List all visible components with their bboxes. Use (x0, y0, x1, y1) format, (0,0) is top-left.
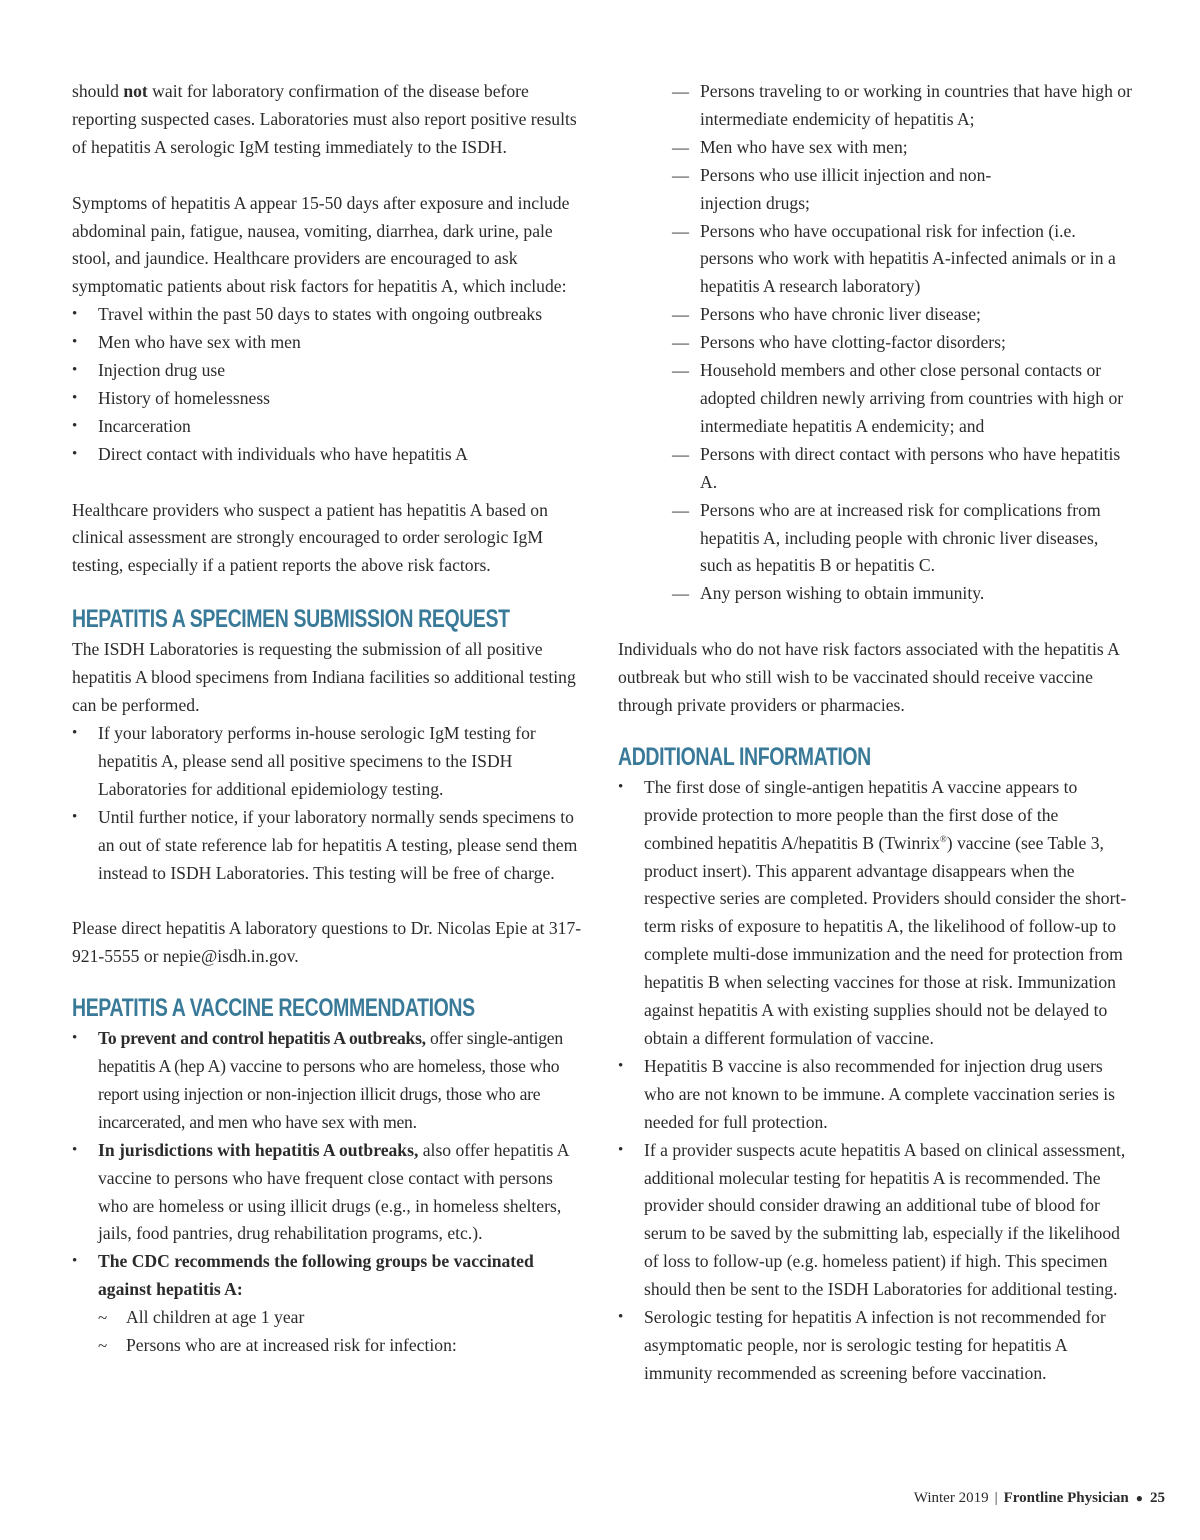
list-item: — Persons with direct contact with persons who have hepatitis A. (672, 441, 1132, 497)
paragraph-contact: Please direct hepatitis A laboratory questions to Dr. Nicolas Epie at 317-921-5555 or nepie@isdh.in.gov. (72, 918, 582, 967)
list-item: • If your laboratory performs in-house serologic IgM testing for hepatitis A, please send all positive specimens to the ISDH Laboratories for additional epidemiology testing. (72, 720, 584, 804)
heading-vaccine-recommendations: HEPATITIS A VACCINE RECOMMENDATIONS (72, 994, 475, 1023)
list-item: • Until further notice, if your laboratory normally sends specimens to an out of state reference lab for hepatitis A testing, please send them instead to ISDH Laboratories. This testing will be free of charge. (72, 804, 584, 888)
right-column (618, 78, 1132, 1388)
specimen-list (72, 720, 584, 887)
bold-lead: In jurisdictions with hepatitis A outbreaks, (98, 1139, 419, 1160)
paragraph-reporting (72, 78, 584, 162)
risk-group-list (672, 78, 1132, 608)
bold-lead: The CDC recommends the following groups be vaccinated against hepatitis A: (98, 1251, 534, 1300)
list-item: • History of homelessness (72, 385, 584, 413)
list-item: — Any person wishing to obtain immunity. (672, 580, 1132, 608)
list-item: • Travel within the past 50 days to states with ongoing outbreaks (72, 301, 584, 329)
text-span: should (72, 81, 124, 101)
text-span: The first dose of single-antigen hepatitis A vaccine appears to provide protection to more people than the first dose of the combined hepatitis A/hepatitis B (Twinrix (644, 776, 1078, 853)
bullet-icon: ● (1135, 1491, 1143, 1505)
text-span: wait for laboratory confirmation of the disease before reporting suspected cases. Laboratories must also report positive results of hepatitis A serologic IgM testing immediately to the ISDH. (72, 81, 577, 157)
list-item: • Hepatitis B vaccine is also recommended for injection drug users who are not known to be immune. A complete vaccination series is needed for full protection. (618, 1053, 1132, 1137)
heading-specimen-submission: HEPATITIS A SPECIMEN SUBMISSION REQUEST (72, 605, 510, 634)
text-span: ) vaccine (see Table 3, product insert). This apparent advantage disappears when the respective series are completed. Providers should consider the short-term risks of exposure to hepatitis A, the likelihood of follow-up to complete multi-dose immunization and the need for protection from hepatitis B when selecting vaccines for those at risk. Immunization against hepatitis A with existing supplies should not be delayed to obtain a different formulation of vaccine. (644, 832, 1127, 1048)
cdc-group-list (98, 1304, 584, 1360)
list-item: — Men who have sex with men; (672, 134, 1132, 162)
footer-separator: | (994, 1490, 998, 1506)
paragraph-specimen: The ISDH Laboratories is requesting the submission of all positive hepatitis A blood specimens from Indiana facilities so additional testing can be performed. (72, 639, 576, 716)
left-column (72, 78, 584, 1360)
risk-factor-list (72, 301, 584, 468)
page-number: 25 (1150, 1490, 1165, 1506)
list-item (72, 1025, 584, 1137)
list-item: • If a provider suspects acute hepatitis A based on clinical assessment, additional molecular testing for hepatitis A is recommended. The provider should consider drawing an additional tube of blood for serum to be saved by the submitting lab, especially if the likelihood of loss to follow-up (e.g. homeless patient) if high. This specimen should then be sent to the ISDH Laboratories for additional testing. (618, 1137, 1132, 1304)
list-item (72, 1248, 584, 1360)
list-item: • Serologic testing for hepatitis A infection is not recommended for asymptomatic people, nor is serologic testing for hepatitis A immunity recommended as screening before vaccination. (618, 1304, 1132, 1388)
list-item: • Incarceration (72, 413, 584, 441)
page-footer (914, 1490, 1165, 1507)
paragraph-serologic: Healthcare providers who suspect a patient has hepatitis A based on clinical assessment are strongly encouraged to order serologic IgM testing, especially if a patient reports the above risk factors. (72, 499, 548, 576)
bold-lead: To prevent and control hepatitis A outbreaks, (98, 1028, 426, 1049)
paragraph-private-providers: Individuals who do not have risk factors associated with the hepatitis A outbreak but who still wish to be vaccinated should receive vaccine through private providers or pharmacies. (618, 639, 1119, 715)
vaccine-list (72, 1025, 584, 1360)
list-item: • Injection drug use (72, 357, 584, 385)
text-span: also offer hepatitis A vaccine to persons who have frequent close contact with persons who are homeless or using illicit drugs (e.g., in homeless shelters, jails, food pantries, drug rehabilitation programs, etc.). (98, 1139, 569, 1244)
list-item: — Household members and other close personal contacts or adopted children newly arriving from countries with high or intermediate hepatitis A endemicity; and (672, 357, 1132, 441)
footer-season: Winter 2019 (913, 1490, 989, 1506)
list-item: — Persons who use illicit injection and non-injection drugs; (672, 162, 1132, 218)
list-item: ~ Persons who are at increased risk for infection: (98, 1332, 584, 1360)
list-item: • Men who have sex with men (72, 329, 584, 357)
list-item: — Persons who have clotting-factor disorders; (672, 329, 1132, 357)
heading-additional-information: ADDITIONAL INFORMATION (618, 742, 871, 771)
footer-magazine: Frontline Physician (1003, 1490, 1129, 1506)
list-item: — Persons who have chronic liver disease; (672, 301, 1132, 329)
list-item: — Persons who have occupational risk for infection (i.e. persons who work with hepatitis A-infected animals or in a hepatitis A research laboratory) (672, 218, 1132, 302)
registered-mark: ® (939, 833, 947, 844)
list-item: — Persons traveling to or working in countries that have high or intermediate endemicity of hepatitis A; (672, 78, 1132, 134)
additional-info-list (618, 774, 1132, 1388)
list-item (618, 774, 1132, 1053)
list-item (72, 1137, 584, 1249)
list-item: — Persons who are at increased risk for complications from hepatitis A, including people with chronic liver diseases, such as hepatitis B or hepatitis C. (672, 497, 1132, 581)
paragraph-symptoms: Symptoms of hepatitis A appear 15-50 days after exposure and include abdominal pain, fatigue, nausea, vomiting, diarrhea, dark urine, pale stool, and jaundice. Healthcare providers are encouraged to ask symptomatic patients about risk factors for hepatitis A, which include: (72, 192, 570, 297)
list-item: • Direct contact with individuals who have hepatitis A (72, 441, 584, 469)
text-span: offer single-antigen hepatitis A (hep A) vaccine to persons who are homeless, those who report using injection or non-injection illicit drugs, those who are incarcerated, and men who have sex with men. (98, 1028, 563, 1132)
bold-not: not (123, 81, 148, 101)
list-item: ~ All children at age 1 year (98, 1304, 584, 1332)
